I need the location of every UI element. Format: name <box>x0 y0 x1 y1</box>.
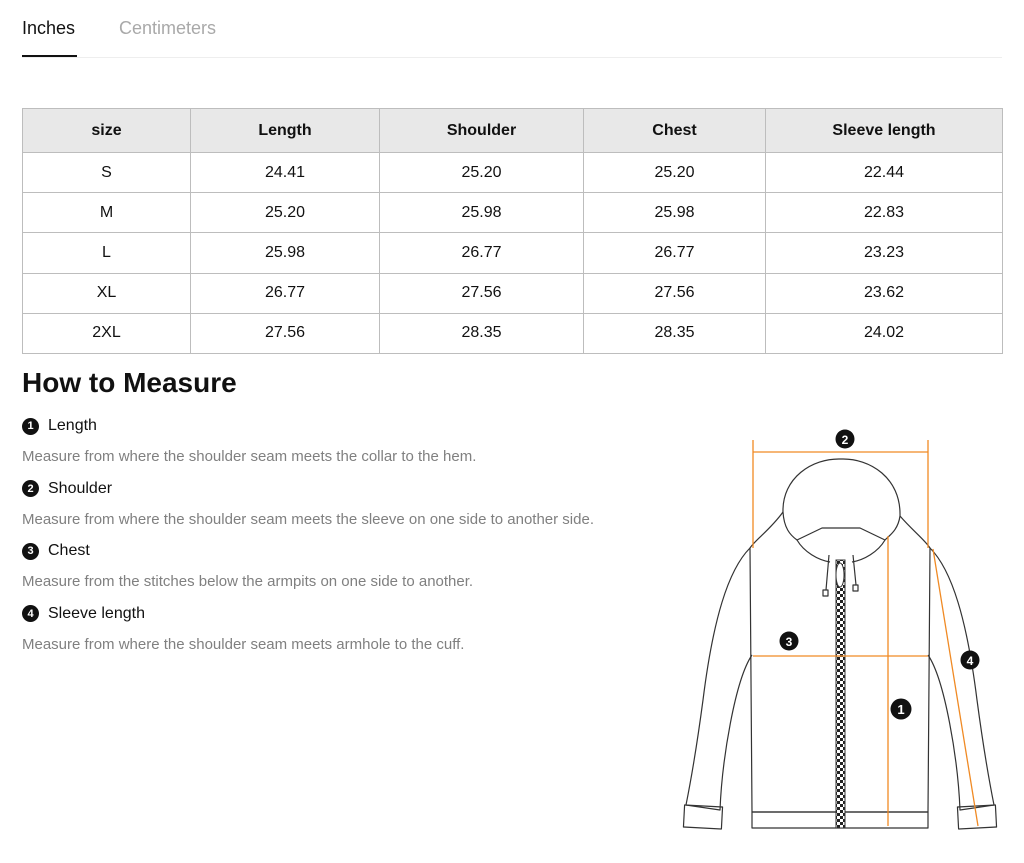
cell-shoulder: 28.35 <box>380 313 584 353</box>
marker-4 <box>961 651 980 670</box>
cell-sleeve-length: 23.23 <box>766 233 1003 273</box>
cell-sleeve-length: 23.62 <box>766 273 1003 313</box>
cell-size: 2XL <box>23 313 191 353</box>
step-length <box>22 415 662 478</box>
table-row <box>23 313 1003 353</box>
cell-shoulder: 26.77 <box>380 233 584 273</box>
table-row <box>23 153 1003 193</box>
cell-sleeve-length: 24.02 <box>766 313 1003 353</box>
step-description: Measure from the stitches below the armpits on one side to another. <box>22 573 474 590</box>
sleeve-measure-line <box>933 549 978 826</box>
unit-tabs <box>22 0 1002 58</box>
cell-size: M <box>23 193 191 233</box>
active-tab-indicator <box>22 55 77 57</box>
cell-length: 25.98 <box>191 233 380 273</box>
cell-sleeve-length: 22.44 <box>766 153 1003 193</box>
step-title: Length <box>48 417 97 434</box>
zipper <box>836 560 845 828</box>
step-title: Sleeve length <box>48 604 145 622</box>
size-chart-table <box>22 108 1003 354</box>
cell-length: 26.77 <box>191 273 380 313</box>
cell-chest: 25.98 <box>584 193 766 233</box>
table-row <box>23 193 1003 233</box>
marker-1-label: 1 <box>897 702 905 717</box>
zipper-pull <box>836 563 844 587</box>
tab-inches[interactable]: Inches <box>22 18 76 38</box>
step-title: Chest <box>48 542 90 559</box>
cell-size: L <box>23 233 191 273</box>
tab-centimeters[interactable]: Centimeters <box>119 18 217 38</box>
column-header-size: size <box>23 109 191 153</box>
cell-chest: 27.56 <box>584 273 766 313</box>
step-description: Measure from where the shoulder seam meets armhole to the cuff. <box>22 635 465 653</box>
table-row <box>23 233 1003 273</box>
column-header-sleeve-length: Sleeve length <box>766 109 1003 153</box>
step-description: Measure from where the shoulder seam meets the sleeve on one side to another side. <box>22 510 594 528</box>
hoodie-measurement-diagram <box>660 420 1024 863</box>
step-number-badge: 2 <box>22 480 39 497</box>
marker-2 <box>836 430 855 449</box>
cell-chest: 26.77 <box>584 233 766 273</box>
cell-length: 25.20 <box>191 193 380 233</box>
column-header-chest: Chest <box>584 109 766 153</box>
marker-4-label: 4 <box>966 654 974 668</box>
step-sleeve-length <box>22 603 662 666</box>
marker-2-label: 2 <box>841 433 849 447</box>
marker-3-label: 3 <box>785 635 793 649</box>
step-shoulder <box>22 478 662 541</box>
cell-sleeve-length: 22.83 <box>766 193 1003 233</box>
step-description: Measure from where the shoulder seam meets the collar to the hem. <box>22 448 477 465</box>
table-row <box>23 273 1003 313</box>
step-chest <box>22 540 662 603</box>
table-header-row <box>23 109 1003 153</box>
cell-chest: 25.20 <box>584 153 766 193</box>
cell-shoulder: 27.56 <box>380 273 584 313</box>
column-header-length: Length <box>191 109 380 153</box>
step-title: Shoulder <box>48 479 113 497</box>
step-number-badge: 3 <box>22 543 39 560</box>
cell-size: S <box>23 153 191 193</box>
how-to-measure-heading: How to Measure <box>22 367 237 398</box>
marker-1 <box>891 699 912 720</box>
cell-chest: 28.35 <box>584 313 766 353</box>
step-number-badge: 1 <box>22 418 39 435</box>
cell-shoulder: 25.98 <box>380 193 584 233</box>
step-number-badge: 4 <box>22 605 39 622</box>
cell-length: 24.41 <box>191 153 380 193</box>
column-header-shoulder: Shoulder <box>380 109 584 153</box>
measure-steps <box>22 415 662 665</box>
cell-shoulder: 25.20 <box>380 153 584 193</box>
cell-length: 27.56 <box>191 313 380 353</box>
marker-3 <box>780 632 799 651</box>
cell-size: XL <box>23 273 191 313</box>
